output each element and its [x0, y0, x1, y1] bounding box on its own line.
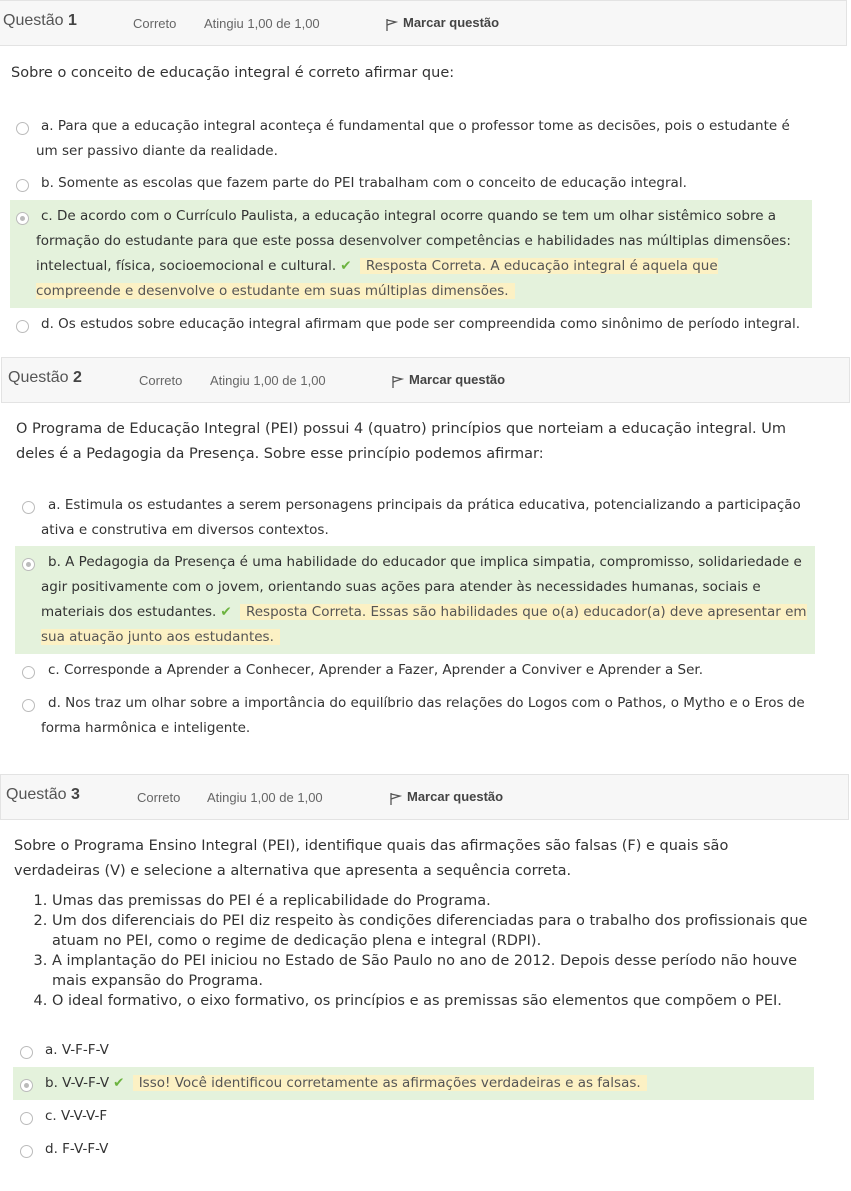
- q1-option-a-radio[interactable]: [16, 122, 29, 135]
- q1-option-b[interactable]: [16, 171, 806, 196]
- flag-icon: [386, 18, 398, 32]
- question-2-flag-button[interactable]: Marcar questão: [409, 372, 505, 387]
- q3-option-c-text: c. V-V-V-F: [45, 1108, 108, 1124]
- check-icon: ✔: [340, 258, 352, 274]
- q3-feedback: Isso! Você identificou corretamente as afirmações verdadeiras e as falsas.: [133, 1075, 647, 1091]
- q1-option-c-text: c. De acordo com o Currículo Paulista, a educação integral ocorre quando se tem um olhar sistêmico sobre a formação do estudante para que este possa desenvolver competências e habilidades nas múltiplas dimensões: intelectual, física, socioemocional e cultural.: [36, 208, 791, 274]
- statement-1: 1. Umas das premissas do PEI é a replicabilidade do Programa.: [52, 891, 814, 911]
- q1-option-d[interactable]: [16, 312, 816, 337]
- statement-4: 4. O ideal formativo, o eixo formativo, os princípios e as premissas são elementos que compõem o PEI.: [52, 991, 814, 1011]
- q3-option-b-radio[interactable]: [20, 1079, 33, 1092]
- q1-feedback: Resposta Correta. A educação integral é aquela que compreende e desenvolve o estudante em suas múltiplas dimensões.: [36, 258, 718, 299]
- q1-option-d-text: d. Os estudos sobre educação integral afirmam que pode ser compreendida como sinônimo de período integral.: [41, 316, 801, 332]
- q3-option-c-radio[interactable]: [20, 1112, 33, 1125]
- q1-option-b-radio[interactable]: [16, 179, 29, 192]
- q3-option-d-radio[interactable]: [20, 1145, 33, 1158]
- q1-option-c[interactable]: [16, 204, 806, 304]
- question-3-statements: [14, 891, 814, 1011]
- q2-feedback: Resposta Correta. Essas são habilidades que o(a) educador(a) deve apresentar em sua atuação junto aos estudantes.: [41, 604, 807, 645]
- q3-option-a[interactable]: [20, 1038, 800, 1063]
- q3-option-a-radio[interactable]: [20, 1046, 33, 1059]
- q2-option-b-radio[interactable]: [22, 558, 35, 571]
- question-3-title: Questão 3: [6, 786, 80, 803]
- check-icon: ✔: [113, 1075, 125, 1091]
- q2-option-c-text: c. Corresponde a Aprender a Conhecer, Aprender a Fazer, Aprender a Conviver e Aprender a Ser.: [48, 662, 703, 678]
- q2-option-a[interactable]: [22, 493, 814, 543]
- statement-3: 3. A implantação do PEI iniciou no Estado de São Paulo no ano de 2012. Depois desse período não houve mais expansão do Programa.: [52, 951, 814, 991]
- question-1-flag-button[interactable]: Marcar questão: [403, 15, 499, 30]
- q3-option-d[interactable]: [20, 1137, 800, 1162]
- question-1-state: Correto: [133, 16, 177, 31]
- question-2-title: Questão 2: [8, 369, 82, 386]
- q3-option-a-text: a. V-F-F-V: [45, 1042, 109, 1058]
- question-2-header: [1, 357, 850, 403]
- question-3-text: Sobre o Programa Ensino Integral (PEI), identifique quais das afirmações são falsas (F) e quais são verdadeiras (V) e selecione a alternativa que apresenta a sequência correta.: [14, 838, 729, 879]
- q2-option-d-radio[interactable]: [22, 699, 35, 712]
- question-2-state: Correto: [139, 373, 183, 388]
- question-2-text: O Programa de Educação Integral (PEI) possui 4 (quatro) princípios que norteiam a educação integral. Um deles é a Pedagogia da Presença. Sobre esse princípio podemos afirmar:: [16, 421, 787, 462]
- flag-icon: [392, 375, 404, 389]
- question-1-text: Sobre o conceito de educação integral é correto afirmar que:: [11, 65, 455, 81]
- q2-option-d-text: d. Nos traz um olhar sobre a importância do equilíbrio das relações do Logos com o Pathos, o Mytho e o Eros de forma harmônica e inteligente.: [41, 695, 805, 736]
- question-3-state: Correto: [137, 790, 181, 805]
- q2-option-b-text: b. A Pedagogia da Presença é uma habilidade do educador que implica simpatia, compromisso, solidariedade e agir positivamente com o jovem, orientando suas ações para atender às necessidades humanas, sociais e materiais dos estudantes.: [41, 554, 802, 620]
- flag-icon: [390, 792, 402, 806]
- q2-option-a-text: a. Estimula os estudantes a serem personagens principais da prática educativa, potencializando a participação ativa e construtiva em diversos contextos.: [41, 497, 801, 538]
- question-3-header: [0, 774, 849, 820]
- q1-option-a-text: a. Para que a educação integral aconteça é fundamental que o professor tome as decisões, pois o estudante é um ser passivo diante da realidade.: [36, 118, 790, 159]
- question-1-header: [0, 0, 847, 46]
- q2-option-a-radio[interactable]: [22, 501, 35, 514]
- question-1-title: Questão 1: [3, 12, 77, 29]
- q2-option-d[interactable]: [22, 691, 817, 741]
- q3-option-c[interactable]: [20, 1104, 800, 1129]
- q3-option-d-text: d. F-V-F-V: [45, 1141, 109, 1157]
- question-1-grade: Atingiu 1,00 de 1,00: [204, 16, 320, 31]
- q1-option-b-text: b. Somente as escolas que fazem parte do PEI trabalham com o conceito de educação integral.: [41, 175, 687, 191]
- statement-2: 2. Um dos diferenciais do PEI diz respeito às condições diferenciadas para o trabalho dos profissionais que atuam no PEI, como o regime de dedicação plena e integral (RDPI).: [52, 911, 814, 951]
- question-3-flag-button[interactable]: Marcar questão: [407, 789, 503, 804]
- q2-option-c-radio[interactable]: [22, 666, 35, 679]
- q2-option-b[interactable]: [22, 550, 814, 650]
- q1-option-c-radio[interactable]: [16, 212, 29, 225]
- check-icon: ✔: [220, 604, 232, 620]
- q1-option-d-radio[interactable]: [16, 320, 29, 333]
- question-2-grade: Atingiu 1,00 de 1,00: [210, 373, 326, 388]
- q3-option-b[interactable]: [20, 1071, 810, 1096]
- q1-option-a[interactable]: [16, 114, 806, 164]
- q3-option-b-text: b. V-V-F-V: [45, 1075, 110, 1091]
- q2-option-c[interactable]: [22, 658, 814, 683]
- question-3-grade: Atingiu 1,00 de 1,00: [207, 790, 323, 805]
